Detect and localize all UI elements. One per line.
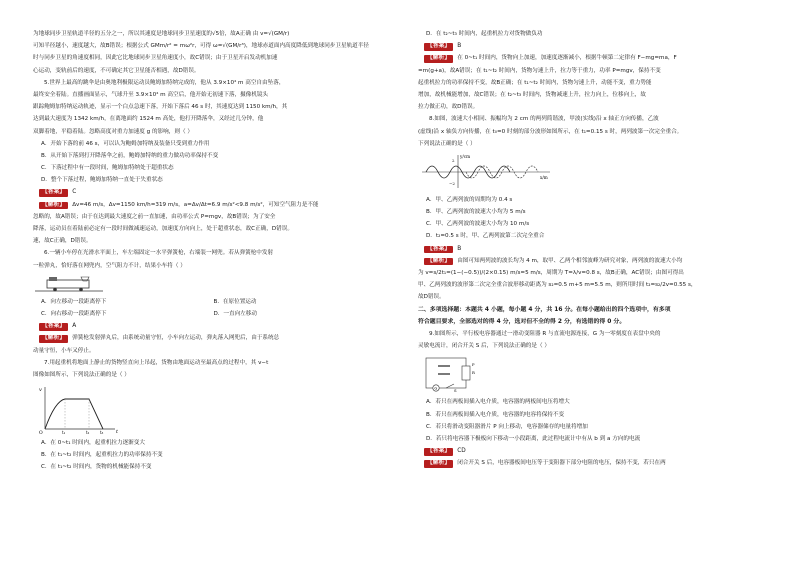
text-line: 达到最大速度为 1342 km/h，在离地面约 1524 m 高处，他打开降落伞，又经过几分钟，他 [33, 116, 264, 123]
answer-tag: 【答案】 [424, 448, 453, 456]
analysis-tag: 【解析】 [424, 55, 453, 63]
analysis-line [33, 332, 378, 344]
analysis-tag: 【解析】 [39, 335, 68, 343]
text-line: 为地球同步卫星轨道半径的五分之一，所以其速度是地球同步卫星速度的√5倍，故A正确 由 v=√(GM/r) [33, 31, 290, 37]
options-row [33, 308, 378, 320]
question-6: 6.一辆小车停在光滑水平面上，车左端固定一水平弹簧枪，右端装一网兜。若从弹簧枪中发射 [44, 250, 274, 257]
text-line: 增加，故机械能增加，故C错误；在 t₂~t₃ 时间内，货物减速上升，拉力向上，位移向上，故 [418, 91, 646, 98]
text-line: 故D错误。 [418, 294, 445, 301]
text-line: 为 v=s/2t₁=(1−(−0.5))/(2×0.15) m/s=5 m/s，周期为 T=λ/v=0.8 s，故B正确，AC错误；由图可得出 [418, 270, 684, 276]
answer-tag: 【答案】 [39, 189, 68, 197]
right-column [418, 28, 763, 469]
amplitude-label: 2 [452, 157, 455, 163]
option-c: C．向右移动一段距离停下 [41, 310, 107, 317]
answer-tag: 【答案】 [424, 43, 453, 51]
switch [446, 384, 454, 388]
text-line: 最终安全着陆。直播画面显示，气球升至 3.9×10⁴ m 高空后，他开始无初速下落，摄像机镜头 [33, 91, 269, 98]
y-axis-label: y/cm [460, 153, 471, 159]
analysis-text: 由图可知两列波的波长均为 4 m，取甲、乙两个相邻波峰为研究对象，两列波的波速大小均 [457, 257, 683, 264]
text-line: 拉力做正功，故D错误。 [418, 104, 479, 111]
text-line: (虚线)沿 x 轴负方向传播，在 t₀=0 时刻的部分波形如图所示，在 t₁=0.15 s 时，两列波第一次完全重合。 [418, 128, 683, 135]
option-a: A．开始下落的前 46 s，可以认为鲍姆加特纳及装备只受到重力作用 [41, 140, 210, 147]
text-line: 起重机拉力的功率保持不变，故B正确；在 t₁~t₂ 时间内，货物匀速上升，动能不变，重力势能 [418, 79, 652, 86]
text-line: 时与同步卫星的角速度相同，因此它比地球同步卫星角速度小，故C错误；由于卫星开启发动机加速 [33, 55, 278, 62]
text-line: 降落，运动员在着陆前必定有一段时间做减速运动，加速度方向向上，处于超重状态，故C正确，D错误。 [33, 226, 293, 232]
x-axis-label: t [116, 429, 119, 436]
option-d: D．若只将电容器下极板向下移动一小段距离，此过程电流计中有从 b 到 a 方向的电流 [426, 435, 641, 442]
answer-line [418, 243, 763, 255]
vt-graph-figure [33, 383, 378, 435]
vt-curve [45, 399, 103, 429]
origin-label: O [39, 431, 43, 436]
option-c: C．在 t₁~t₂ 时间内，货物的机械能保持不变 [41, 464, 152, 471]
analysis-text: 弹簧枪发射弹丸后，由系统动量守恒，小车向左运动，弹丸落入网兜后，由于系统总 [72, 335, 280, 342]
option-a: A．若只在两板间插入电介质，电容器的两板间电压将增大 [426, 399, 570, 406]
question-7: 7.用起重机将地面上静止的货物竖直向上吊起，货物由地面运动至最高点的过程中，其 v−t [44, 359, 269, 366]
text-line: 忽略的，故A错误；由于在达到最大速度之前一直加速，由功率公式 P=mgv，故B错误；为了安全 [33, 213, 276, 220]
text-line: 动量守恒，小车又停止。 [33, 347, 95, 354]
section-heading: 符合题目要求，全部选对的得 4 分，选对但不全的得 2 分，有选错的得 0 分。 [418, 318, 626, 325]
option-d: D．t₂=0.5 s 时，甲、乙两列波第二次完全重合 [426, 233, 545, 240]
option-a: A．向左移动一段距离停下 [41, 298, 107, 305]
answer-line [33, 320, 378, 332]
tick-label: t₃ [100, 430, 104, 436]
analysis-text: 闭合开关 S 后，电容器板间电压等于变阻器下部分电阻的电压，保持不变，若只在两 [457, 460, 666, 467]
section-heading: 二、多项选择题：本题共 4 小题，每小题 4 分，共 16 分。在每小题给出的四个选项中，有多项 [418, 306, 671, 313]
analysis-line [33, 199, 378, 211]
analysis-text: Δv=46 m/s，Δv=1150 km/h=319 m/s，a=Δv/Δt=6.9 m/s²<9.8 m/s²，可知空气阻力是不能 [72, 201, 319, 208]
analysis-tag: 【解析】 [424, 258, 453, 266]
option-d: D．在 t₂~t₃ 时间内，起重机拉力对货物做负功 [426, 31, 543, 37]
text-line: 可知半径越小，速度越大，故B错误；根据公式 GMm/r² = mω²r，可得 ω=√(GM/r³)，地球赤道面内高度降低到地球同步卫星轨道半径 [33, 43, 369, 50]
circuit-diagram [418, 354, 488, 394]
option-b: B．从开始下落到打开降落伞之前，鲍姆加特纳的重力做功功率保持不变 [41, 152, 219, 159]
left-column [33, 28, 378, 474]
resistor [462, 366, 470, 380]
option-c: C．甲、乙两列波的波速大小均为 10 m/s [426, 221, 530, 228]
text-line: 双脚着地，平稳着陆。忽略高度对重力加速度 g 的影响，则（ ） [33, 128, 193, 135]
answer-value: B [457, 43, 462, 50]
option-a: A．甲、乙两列波的周期均为 0.4 s [426, 196, 513, 203]
answer-tag: 【答案】 [424, 246, 453, 254]
wave-figure [418, 152, 763, 192]
galvanometer-label: G [434, 385, 438, 391]
amplitude-neg-label: −2 [449, 180, 455, 186]
question-5: 5.世界上最高的跳伞是由奥地利极限运动员鲍姆加特纳完成的，他从 3.9×10⁴ m 高空自由坠落， [44, 79, 285, 86]
option-c: C．若只将滑动变阻器滑片 P 向上移动，电容器储存的电量将增加 [426, 423, 588, 430]
cart-diagram [33, 274, 113, 294]
switch-label: S [454, 388, 457, 394]
option-c: C．下落过程中有一段时间，鲍姆加特纳处于超重状态 [41, 165, 174, 172]
slider-label: P [472, 362, 475, 368]
option-a: A．在 0~t₁ 时间内，起重机拉力逐渐变大 [41, 440, 145, 447]
tick-label: t₂ [86, 430, 90, 436]
text-line: 图像如图所示，下列说法正确的是（ ） [33, 371, 130, 378]
analysis-text: 在 0~t₁ 时间内，货物向上加速，加速度逐渐减小，根据牛顿第二定律有 F−mg=ma，F [457, 55, 677, 62]
question-9: 9.如图所示，平行板电容器通过一滑动变阻器 R 与直流电源连接，G 为一零刻度在表盘中央的 [429, 330, 661, 337]
cart-figure [33, 274, 378, 294]
text-line: 速，故C正确，D错误。 [33, 238, 92, 245]
analysis-line [418, 255, 763, 267]
tick-label: t₁ [62, 430, 66, 436]
option-b: B．在原位置运动 [213, 298, 257, 305]
vt-graph [33, 383, 123, 435]
text-line: 下列说法正确的是（ ） [418, 140, 476, 147]
answer-value: C [72, 189, 77, 196]
analysis-tag: 【解析】 [39, 202, 68, 210]
option-b: B．甲、乙两列波的波速大小均为 5 m/s [426, 209, 526, 216]
text-line: 一粒弹丸，恰好落在网兜内，空气阻力不计，结果小车将（ ） [33, 262, 186, 269]
text-line: 跟踪鲍姆加特纳运动轨迹，显示一个白点急速下落，开始下落后 46 s 时，其速度达到 1150 km/h，其 [33, 104, 288, 111]
wave-graph [418, 152, 558, 192]
answer-value: CD [457, 448, 466, 455]
answer-line [418, 445, 763, 457]
answer-line [418, 40, 763, 52]
x-axis-label: x/m [540, 174, 548, 180]
text-line: =m(g+a)，故A错误；在 t₁~t₂ 时间内，货物匀速上升，拉力等于重力，功率 P=mgv，保持不变 [418, 67, 661, 74]
analysis-line [418, 52, 763, 64]
analysis-line [418, 457, 763, 469]
y-axis-label: v [39, 387, 42, 394]
option-d: D．整个下落过程，鲍姆加特纳一直处于失重状态 [41, 177, 163, 184]
text-line: 心运动，变轨前后的速度，不可确定其它卫星能否相遇，故D错误。 [33, 67, 200, 74]
analysis-tag: 【解析】 [424, 460, 453, 468]
answer-value: B [457, 245, 462, 252]
circuit-figure [418, 354, 763, 394]
options-row [33, 296, 378, 308]
option-b: B．在 t₁~t₂ 时间内，起重机拉力的功率保持不变 [41, 452, 163, 459]
text-line: 灵敏电流计，闭合开关 S 后，下列说法正确的是（ ） [418, 343, 550, 350]
resistor-label: R [472, 370, 475, 376]
answer-tag: 【答案】 [39, 323, 68, 331]
question-8: 8.如图，波速大小相同、振幅均为 2 cm 的两列简谐波，甲波(实线)沿 x 轴正方向传播，乙波 [429, 116, 659, 123]
text-line: 甲、乙两列波的波形第二次完全重合波形移动距离为 s₂=0.5 m+5 m=5.5 m，则所用时间 t₂=s₂/2v=0.55 s， [418, 282, 697, 289]
answer-line [33, 186, 378, 198]
answer-value: A [72, 323, 77, 330]
option-b: B．若只在两板间插入电介质，电容器的电容将保持不变 [426, 411, 565, 418]
option-d: D．一直向左移动 [213, 310, 257, 317]
